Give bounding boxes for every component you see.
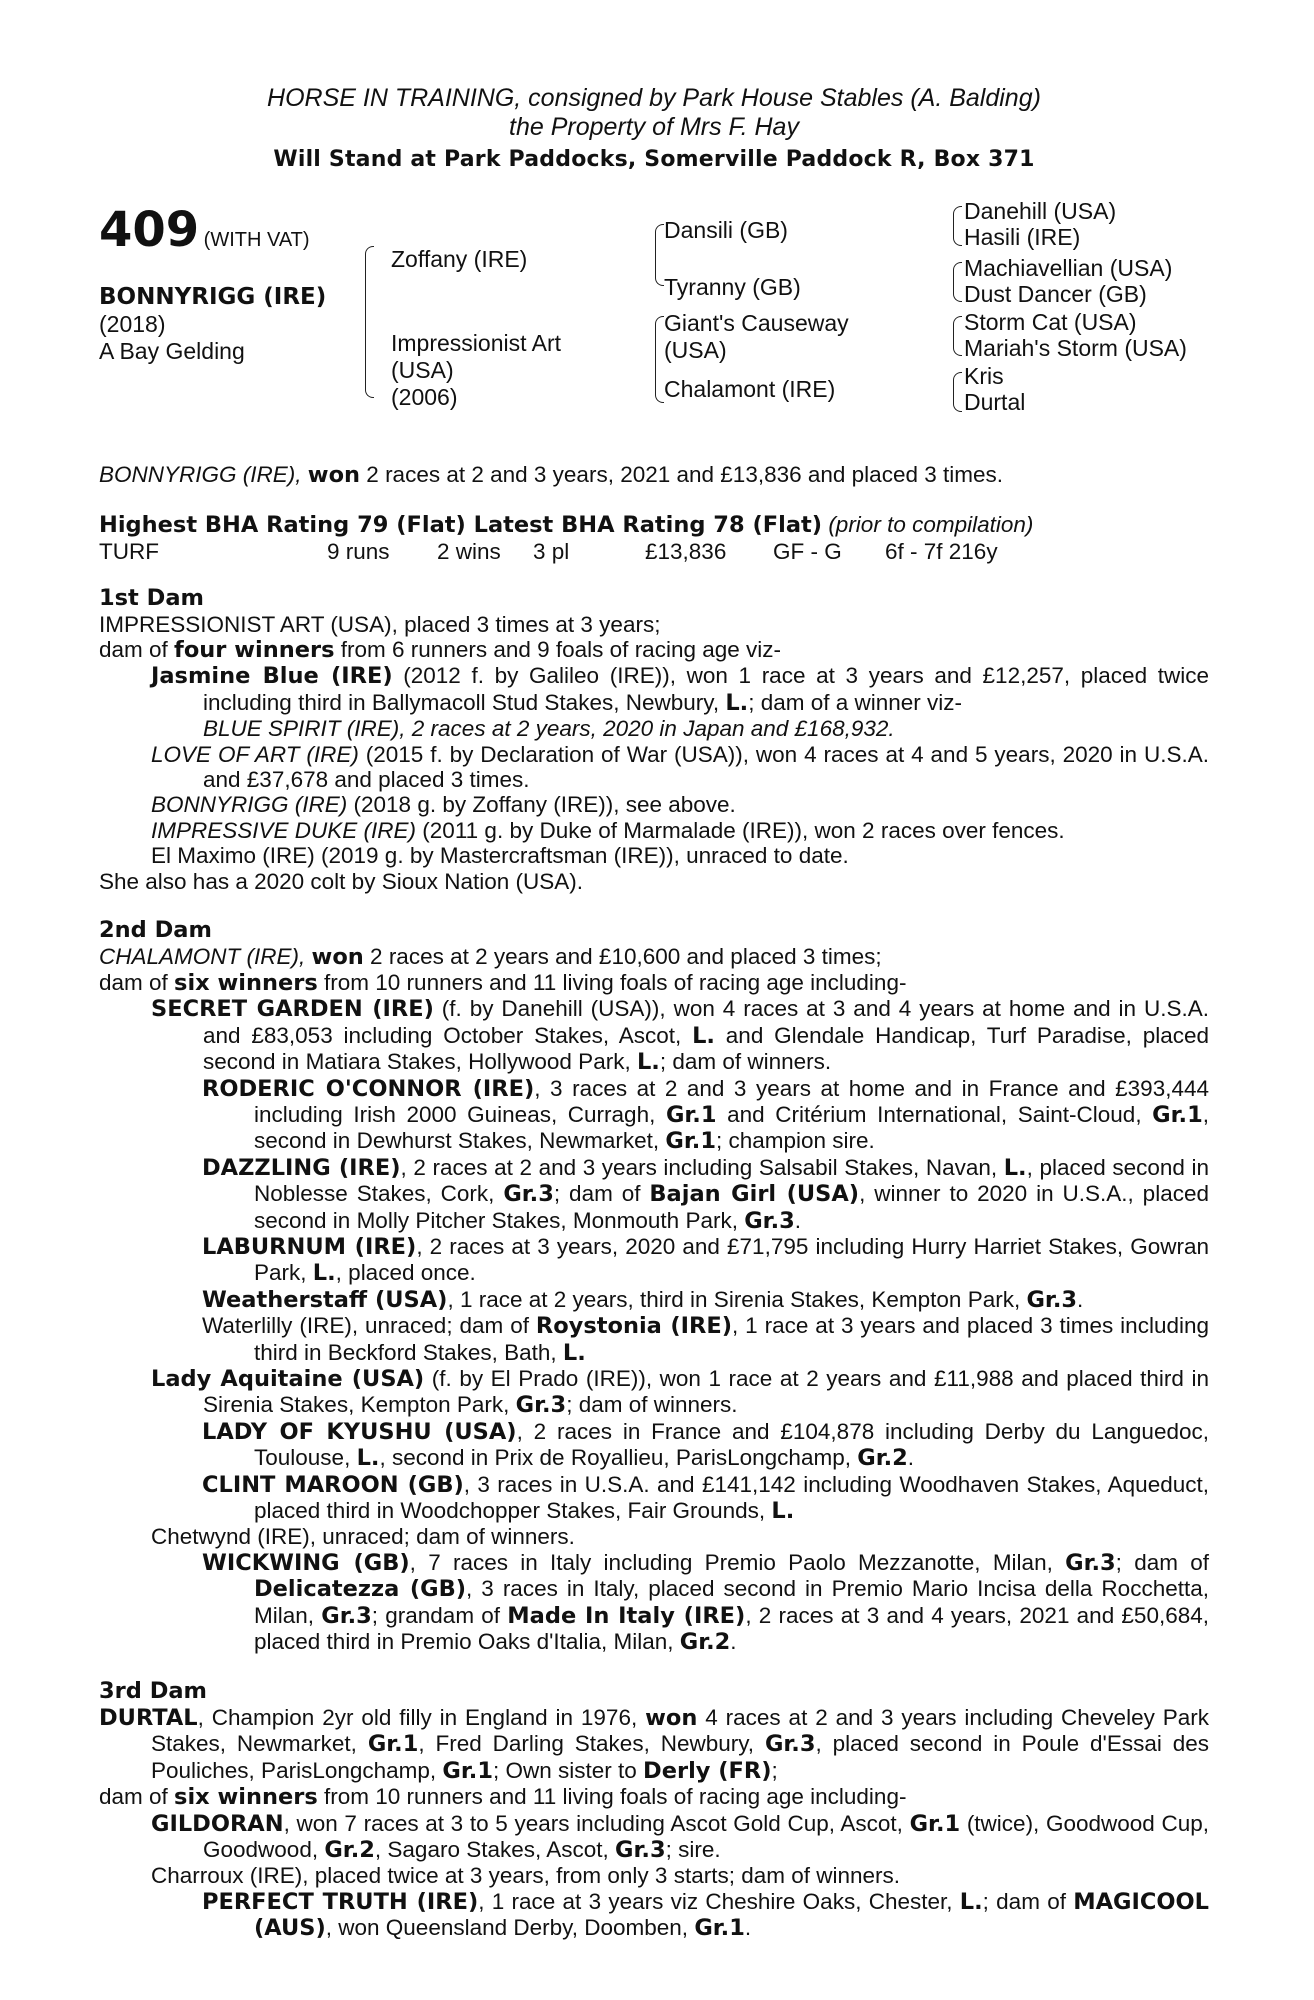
pedigree-dam-sire: Giant's Causeway (USA) [664,310,849,363]
pedigree-g4: Dust Dancer (GB) [964,281,1147,307]
first-dam-line: IMPRESSIONIST ART (USA), placed 3 times at 3 years; [99,611,661,637]
first-dam-heading: 1st Dam [99,585,204,612]
produce-love-of-art: LOVE OF ART (IRE) (2015 f. by Declaration of War (USA)), won 4 races at 4 and 5 years, 2020 in U.S.A. and £37,678 and placed 3 times. [151,741,1209,793]
stand-location: Will Stand at Park Paddocks, Somerville Paddock R, Box 371 [273,147,1035,172]
catalogue-body [99,462,1209,1942]
turf-record: TURF 9 runs 2 wins 3 pl £13,836 GF - G 6f - 7f 216y [99,538,998,564]
third-dam-produce: dam of six winners from 10 runners and 11 living foals of racing age including- [99,1784,907,1811]
pedigree-g1: Danehill (USA) [964,198,1117,224]
pedigree-g5: Storm Cat (USA) [964,309,1137,335]
pedigree-g2: Hasili (IRE) [964,224,1081,250]
produce-waterlilly: Waterlilly (IRE), unraced; dam of Roystonia (IRE), 1 race at 3 years and placed 3 times including third in Beckford Stakes, Bath, L. [202,1313,1209,1366]
pedigree-brace [953,206,962,246]
second-dam-produce: dam of six winners from 10 runners and 11 living foals of racing age including- [99,969,907,996]
produce-dazzling: DAZZLING (IRE), 2 races at 2 and 3 years including Salsabil Stakes, Navan, L., placed second in Noblesse Stakes, Cork, Gr.3; dam of Bajan Girl (USA), winner to 2020 in U.S.A., placed second in Molly Pitcher Stakes, Monmouth Park, Gr.3. [202,1154,1210,1234]
produce-chetwynd: Chetwynd (IRE), unraced; dam of winners. [151,1524,575,1550]
pedigree-sire-sire: Dansili (GB) [664,217,788,243]
second-dam-heading: 2nd Dam [99,917,212,944]
pedigree-g3: Machiavellian (USA) [964,255,1173,281]
produce-blue-spirit: BLUE SPIRIT (IRE), 2 races at 2 years, 2020 in Japan and £168,932. [203,716,895,742]
horse-year: (2018) [99,311,166,337]
race-summary: BONNYRIGG (IRE), won 2 races at 2 and 3 years, 2021 and £13,836 and placed 3 times. [99,462,1003,488]
produce-roderic-oconnor: RODERIC O'CONNOR (IRE), 3 races at 2 and 3 years at home and in France and £393,444 including Irish 2000 Guineas, Curragh, Gr.1 and Critérium International, Saint-Cloud, Gr.1, second in Dewhurst Stakes, Newmarket, Gr.1; champion sire. [202,1075,1210,1155]
second-dam-line: CHALAMONT (IRE), won 2 races at 2 years and £10,600 and placed 3 times; [99,943,882,970]
lot-number: 409 [99,202,200,258]
pedigree-sire-dam: Tyranny (GB) [664,274,801,300]
pedigree-dam-dam: Chalamont (IRE) [664,376,836,402]
third-dam-heading: 3rd Dam [99,1678,207,1705]
produce-weatherstaff: Weatherstaff (USA), 1 race at 2 years, third in Sirenia Stakes, Kempton Park, Gr.3. [202,1286,1084,1313]
first-dam-produce: dam of four winners from 6 runners and 9 foals of racing age viz- [99,637,782,664]
pedigree-sire: Zoffany (IRE) [391,246,528,272]
horse-info [99,284,326,365]
third-dam-line: DURTAL, Champion 2yr old filly in England in 1976, won 4 races at 2 and 3 years including Cheveley Park Stakes, Newmarket, Gr.1, Fred Darling Stakes, Newbury, Gr.3, placed second in Poule d'Essai des Pouliches, ParisLongchamp, Gr.1; Own sister to Derly (FR); [99,1704,1210,1784]
produce-secret-garden: SECRET GARDEN (IRE) (f. by Danehill (USA)), won 4 races at 3 and 4 years at home and in U.S.A. and £83,053 including October Stakes, Ascot, L. and Glendale Handicap, Turf Paradise, placed second in Matiara Stakes, Hollywood Park, L.; dam of winners. [151,996,1210,1076]
consignment-line: HORSE IN TRAINING, consigned by Park House Stables (A. Balding) [267,84,1041,112]
produce-wickwing: WICKWING (GB), 7 races in Italy including Premio Paolo Mezzanotte, Milan, Gr.3; dam of Delicatezza (GB), 3 races in Italy, placed second in Premio Mario Incisa della Rocchetta, Milan, Gr.3; grandam of Made In Italy (IRE), 2 races at 3 and 4 years, 2021 and £50,684, placed third in Premio Oaks d'Italia, Milan, Gr.2. [202,1549,1210,1656]
pedigree-g8: Durtal [964,389,1026,415]
horse-name: BONNYRIGG (IRE) [99,284,327,310]
produce-perfect-truth: PERFECT TRUTH (IRE), 1 race at 3 years viz Cheshire Oaks, Chester, L.; dam of MAGICOOL (AUS), won Queensland Derby, Doomben, Gr.1. [202,1888,1209,1942]
catalogue-page [99,84,1210,1942]
produce-laburnum: LABURNUM (IRE), 2 races at 3 years, 2020 and £71,795 including Hurry Harriet Stakes, Gowran Park, L., placed once. [202,1233,1209,1287]
produce-clint-maroon: CLINT MAROON (GB), 3 races in U.S.A. and £141,142 including Woodhaven Stakes, Aqueduct, placed third in Woodchopper Stakes, Fair Grounds, L. [202,1471,1209,1525]
pedigree-brace [655,316,664,403]
bha-rating: Highest BHA Rating 79 (Flat) Latest BHA Rating 78 (Flat) (prior to compilation) [99,512,1034,539]
produce-lady-of-kyushu: LADY OF KYUSHU (USA), 2 races in France and £104,878 including Derby du Languedoc, Toulouse, L., second in Prix de Royallieu, ParisLongchamp, Gr.2. [202,1418,1209,1472]
pedigree-brace [655,224,664,286]
produce-lady-aquitaine: Lady Aquitaine (USA) (f. by El Prado (IRE)), won 1 race at 2 years and £11,988 and placed third in Sirenia Stakes, Kempton Park, Gr.3; dam of winners. [151,1366,1209,1419]
pedigree-brace [953,262,962,302]
produce-jasmine-blue: Jasmine Blue (IRE) (2012 f. by Galileo (IRE)), won 1 race at 3 years and £12,257, placed twice including third in Ballymacoll Stud Stakes, Newbury, L.; dam of a winner viz- [151,663,1209,716]
produce-bonnyrigg: BONNYRIGG (IRE) (2018 g. by Zoffany (IRE)), see above. [151,792,736,818]
produce-impressive-duke: IMPRESSIVE DUKE (IRE) (2011 g. by Duke of Marmalade (IRE)), won 2 races over fences. [151,817,1065,843]
produce-el-maximo: El Maximo (IRE) (2019 g. by Mastercraftsman (IRE)), unraced to date. [151,843,849,869]
horse-description: A Bay Gelding [99,338,245,364]
pedigree-brace [953,316,962,356]
pedigree-dam: Impressionist Art (USA) (2006) [391,330,561,410]
pedigree-brace [365,246,374,398]
produce-gildoran: GILDORAN, won 7 races at 3 to 5 years including Ascot Gold Cup, Ascot, Gr.1 (twice), Goodwood Cup, Goodwood, Gr.2, Sagaro Stakes, Ascot, Gr.3; sire. [151,1810,1209,1863]
vat-label: (WITH VAT) [203,229,310,251]
produce-charroux: Charroux (IRE), placed twice at 3 years, from only 3 starts; dam of winners. [151,1863,901,1889]
pedigree-g6: Mariah's Storm (USA) [964,335,1187,361]
produce-2020-colt: She also has a 2020 colt by Sioux Nation (USA). [99,868,584,894]
pedigree-g7: Kris [964,363,1004,389]
lot-block [99,204,310,256]
property-line: the Property of Mrs F. Hay [509,113,799,141]
pedigree-brace [953,372,962,412]
